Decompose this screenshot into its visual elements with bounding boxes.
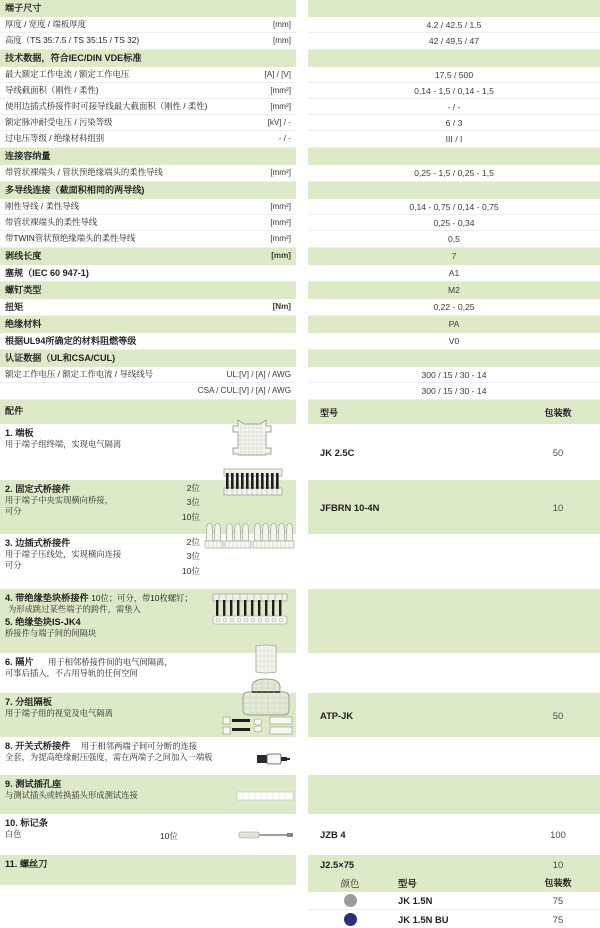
spec-row <box>0 265 296 282</box>
spec-label: 最大额定工作电流 / 额定工作电压 <box>5 68 130 79</box>
position-value: 10位 <box>181 511 200 522</box>
accessory-title: 测试插孔座 <box>15 779 62 789</box>
product-pack: 10 <box>552 501 564 513</box>
accessory-title: 固定式桥接件 <box>15 484 71 494</box>
accessory-desc: 用于端子压线处，实现横向连接 <box>5 549 122 560</box>
spec-section-header <box>0 50 296 67</box>
right-column <box>308 0 600 928</box>
spec-label: 导线截面积（刚性 / 柔性) <box>5 84 99 95</box>
spec-label: 额定脉冲耐受电压 / 污染等级 <box>5 116 113 127</box>
spec-row <box>0 199 296 215</box>
spec-label: 过电压等级 / 绝缘材料组别 <box>5 133 105 144</box>
spec-unit: [mm] <box>271 251 291 261</box>
accessory-title: 分组隔板 <box>15 697 52 707</box>
spec-section-header <box>0 350 296 367</box>
product-model: JZB 4 <box>320 829 346 840</box>
product-model: JK 1.5N <box>398 895 433 906</box>
accessory-desc: 用于端子组的视觉及电气隔离 <box>5 708 113 719</box>
spec-unit: CSA / CUL:[V] / [A] / AWG <box>197 386 291 396</box>
accessory-desc: 用于端子组终端，实现电气隔离 <box>5 439 122 450</box>
spec-label: 绝缘材料 <box>5 318 42 329</box>
accessory-number: 4. <box>5 593 13 603</box>
accessory-desc: 白色 <box>5 829 22 840</box>
accessory-positions <box>150 534 200 577</box>
product-model: JK 1.5N BU <box>398 913 449 925</box>
product-row-empty <box>308 534 600 589</box>
accessory-title: 端板 <box>15 428 34 438</box>
spec-row <box>0 67 296 83</box>
product-model: JK 2.5C <box>320 446 355 458</box>
product-pack: 75 <box>552 913 564 925</box>
accessory-desc2: 可分 <box>5 560 22 571</box>
spec-row <box>0 115 296 131</box>
spec-unit: UL:[V] / [A] / AWG <box>226 369 291 379</box>
position-value: 10位 <box>181 565 200 576</box>
spec-unit: [mm²] <box>270 217 291 227</box>
end-plate-icon <box>228 414 276 458</box>
spec-row <box>0 165 296 182</box>
spec-row <box>0 231 296 248</box>
accessory-title: 标记条 <box>20 818 48 828</box>
spec-label: 认证数据（UL和CSA/CUL) <box>5 352 116 363</box>
accessory-number: 8. <box>5 741 13 751</box>
left-column <box>0 0 296 885</box>
accessory-positions <box>150 480 200 523</box>
spec-label: 高度（TS 35:7.5 / TS 35:15 / TS 32) <box>5 35 140 46</box>
partition-plate-icon <box>240 676 292 718</box>
position-value: 10位 <box>159 831 178 841</box>
spec-label: 剥线长度 <box>5 250 42 261</box>
switch-bridge-icon <box>222 715 294 737</box>
marker-strip-icon <box>236 790 294 802</box>
product-model: J2.5×75 <box>320 858 355 870</box>
spec-row <box>0 131 296 148</box>
accessory-desc2: 可分 <box>5 506 22 517</box>
accessory-item-8 <box>0 737 296 775</box>
product-row-empty <box>308 775 600 814</box>
product-row[interactable] <box>308 424 600 480</box>
accessory-heading <box>5 656 291 668</box>
insulated-bridge-icon <box>211 592 289 626</box>
accessory-heading <box>5 740 291 752</box>
accessory-title: 绝缘垫块IS-JK4 <box>15 617 81 628</box>
value-spacer <box>308 148 600 165</box>
accessory-heading <box>5 778 291 790</box>
value-cell: PA <box>308 316 600 333</box>
value-spacer <box>308 0 600 17</box>
spec-label: 带管状裸端头 / 管状预绝缘端头的柔性导线 <box>5 167 163 178</box>
position-value: 2位 <box>186 483 200 493</box>
blue-swatch <box>320 913 380 926</box>
value-cell: 4.2 / 42.5 / 1.5 <box>308 17 600 33</box>
accessory-title: 带绝缘垫块桥接件 <box>15 593 89 603</box>
side-bridge-icon <box>203 521 295 551</box>
spec-unit: [mm] <box>273 19 291 29</box>
accessory-title-suffix: 10位；可分，带10枚螺钉； <box>91 593 193 603</box>
product-row[interactable] <box>308 814 600 855</box>
position-value: 2位 <box>186 537 200 547</box>
product-row-empty <box>308 589 600 653</box>
product-table-header <box>308 400 600 424</box>
grey-swatch <box>320 894 380 907</box>
spec-label: 使用边插式桥接件时可接导线最大截面积（刚性 / 柔性) <box>5 100 208 111</box>
spec-row <box>0 333 296 350</box>
product-pack: 75 <box>552 895 564 906</box>
value-cell: III / I <box>308 131 600 148</box>
column-header-pack: 包装数 <box>544 407 572 418</box>
column-header-color: 颜色 <box>340 877 360 889</box>
fixed-bridge-icon <box>222 467 284 497</box>
spec-unit: [Nm] <box>272 302 291 312</box>
value-cell: 0,25 - 1,5 / 0,25 - 1,5 <box>308 165 600 182</box>
value-cell: - / - <box>308 99 600 115</box>
spec-label: 扭矩 <box>5 301 24 312</box>
accessory-title: 开关式桥接件 <box>15 741 71 751</box>
value-cell: 0,25 - 0,34 <box>308 215 600 231</box>
value-cell: 7 <box>308 248 600 265</box>
spec-label: 刚性导线 / 柔性导线 <box>5 200 79 211</box>
spec-unit: [mm²] <box>270 101 291 111</box>
accessory-desc: 桥接件与端子间的间隔块 <box>5 628 97 639</box>
value-spacer <box>308 182 600 199</box>
spec-label: 根据UL94所确定的材料阻燃等级 <box>5 335 137 346</box>
column-header-pack: 包装数 <box>544 878 572 888</box>
value-cell: 0,22 - 0,25 <box>308 299 600 316</box>
spec-label: 技术数据，符合IEC/DIN VDE标准 <box>5 52 142 63</box>
value-cell: 300 / 15 / 30 - 14 <box>308 367 600 383</box>
accessory-number: 5. <box>5 617 13 628</box>
spec-label: 额定工作电压 / 额定工作电流 / 导线线号 <box>5 368 153 379</box>
product-pack: 50 <box>552 446 564 458</box>
spec-label: 螺钉类型 <box>5 284 42 295</box>
column-header-model: 型号 <box>320 407 339 418</box>
value-cell: 0,14 - 1,5 / 0,14 - 1,5 <box>308 83 600 99</box>
accessory-number: 10. <box>5 818 18 828</box>
spec-unit: [A] / [V] <box>264 69 291 79</box>
spec-row <box>0 17 296 33</box>
value-cell: 17,5 / 500 <box>308 67 600 83</box>
product-row-empty <box>308 653 600 693</box>
accessory-positions <box>128 828 178 842</box>
spec-label: 带管状裸端头的柔性导线 <box>5 216 98 227</box>
spec-section-header <box>0 182 296 199</box>
accessory-number: 7. <box>5 697 13 707</box>
spec-label: 端子尺寸 <box>5 2 42 13</box>
spec-label: 厚度 / 宽度 / 端板厚度 <box>5 18 86 29</box>
accessory-item-11 <box>0 855 296 885</box>
spec-row <box>0 33 296 50</box>
product-model: JFBRN 10-4N <box>320 501 380 513</box>
spec-section-header <box>0 148 296 165</box>
value-cell: 300 / 15 / 30 - 14 <box>308 383 600 400</box>
value-cell: M2 <box>308 282 600 299</box>
spec-section-header <box>0 282 296 299</box>
accessory-number: 9. <box>5 779 13 789</box>
accessory-title: 边插式桥接件 <box>15 538 71 548</box>
accessory-number: 1. <box>5 428 13 438</box>
product-row[interactable] <box>308 855 600 873</box>
test-socket-icon <box>256 752 290 766</box>
spec-unit: [mm²] <box>270 85 291 95</box>
color-table-header <box>308 873 600 892</box>
spec-unit: - / - <box>278 134 291 144</box>
product-row[interactable] <box>308 693 600 737</box>
spec-unit: [mm²] <box>270 201 291 211</box>
accessory-title: 螺丝刀 <box>19 859 48 869</box>
screwdriver-icon <box>238 830 294 840</box>
value-cell: 42 / 49,5 / 47 <box>308 33 600 50</box>
accessory-number: 2. <box>5 484 13 494</box>
position-value: 3位 <box>186 551 200 562</box>
value-cell: A1 <box>308 265 600 282</box>
accessory-title-suffix: 用于相邻两端子间可分断的连接 <box>80 741 198 751</box>
accessory-number: 6. <box>5 657 13 667</box>
product-row-empty <box>308 737 600 775</box>
value-spacer <box>308 350 600 367</box>
spec-row <box>0 83 296 99</box>
spec-section-header <box>0 248 296 265</box>
spec-unit: [mm] <box>273 36 291 46</box>
spec-unit: [mm²] <box>270 234 291 244</box>
spec-label: 多导线连接（截面积相同的两导线) <box>5 184 145 195</box>
separator-icon <box>252 643 280 675</box>
value-spacer <box>308 50 600 67</box>
spec-row <box>0 215 296 231</box>
color-row[interactable] <box>308 910 600 928</box>
accessory-desc: 可事后插入，不占用导轨的任何空间 <box>5 668 138 679</box>
value-cell: 0,5 <box>308 231 600 248</box>
accessory-title: 隔片 <box>15 657 34 667</box>
accessory-desc: 与测试插头或转换插头形成测试连接 <box>5 790 138 801</box>
accessories-title: 配件 <box>5 406 24 417</box>
product-pack: 100 <box>550 829 566 840</box>
product-pack: 10 <box>552 858 564 870</box>
spec-label: 塞规（IEC 60 947-1) <box>5 267 89 278</box>
accessory-desc: 为形成跳过某些端子的跨件，需垫入 <box>8 604 141 615</box>
product-pack: 50 <box>552 709 564 721</box>
spec-section-header <box>0 316 296 333</box>
accessory-desc: 全套，为提高绝缘耐压强度，需在两端子之间加入一端板 <box>5 752 213 763</box>
column-header-model: 型号 <box>398 877 417 889</box>
accessory-desc: 用于端子中央实现横向桥接， <box>5 495 113 506</box>
spec-row <box>0 367 296 383</box>
position-value: 3位 <box>186 497 200 508</box>
accessory-number: 3. <box>5 538 13 548</box>
spec-unit: [kV] / - <box>267 117 291 127</box>
spec-unit: [mm²] <box>270 168 291 178</box>
spec-section-header <box>0 0 296 17</box>
spec-row <box>0 383 296 400</box>
value-cell: 0,14 - 0,75 / 0,14 - 0,75 <box>308 199 600 215</box>
accessory-number: 11. <box>5 859 18 869</box>
value-cell: V0 <box>308 333 600 350</box>
spec-label: 连接容纳量 <box>5 150 51 161</box>
value-cell: 6 / 3 <box>308 115 600 131</box>
spec-row <box>0 99 296 115</box>
spec-label: 带TWIN管状预绝缘端头的柔性导线 <box>5 233 136 244</box>
accessory-title-suffix: 用于相邻桥接件间的电气间隔离， <box>48 657 173 667</box>
accessory-heading <box>5 858 291 870</box>
product-model: ATP-JK <box>320 709 354 721</box>
product-row[interactable] <box>308 480 600 534</box>
color-row[interactable] <box>308 892 600 910</box>
spec-row <box>0 299 296 316</box>
